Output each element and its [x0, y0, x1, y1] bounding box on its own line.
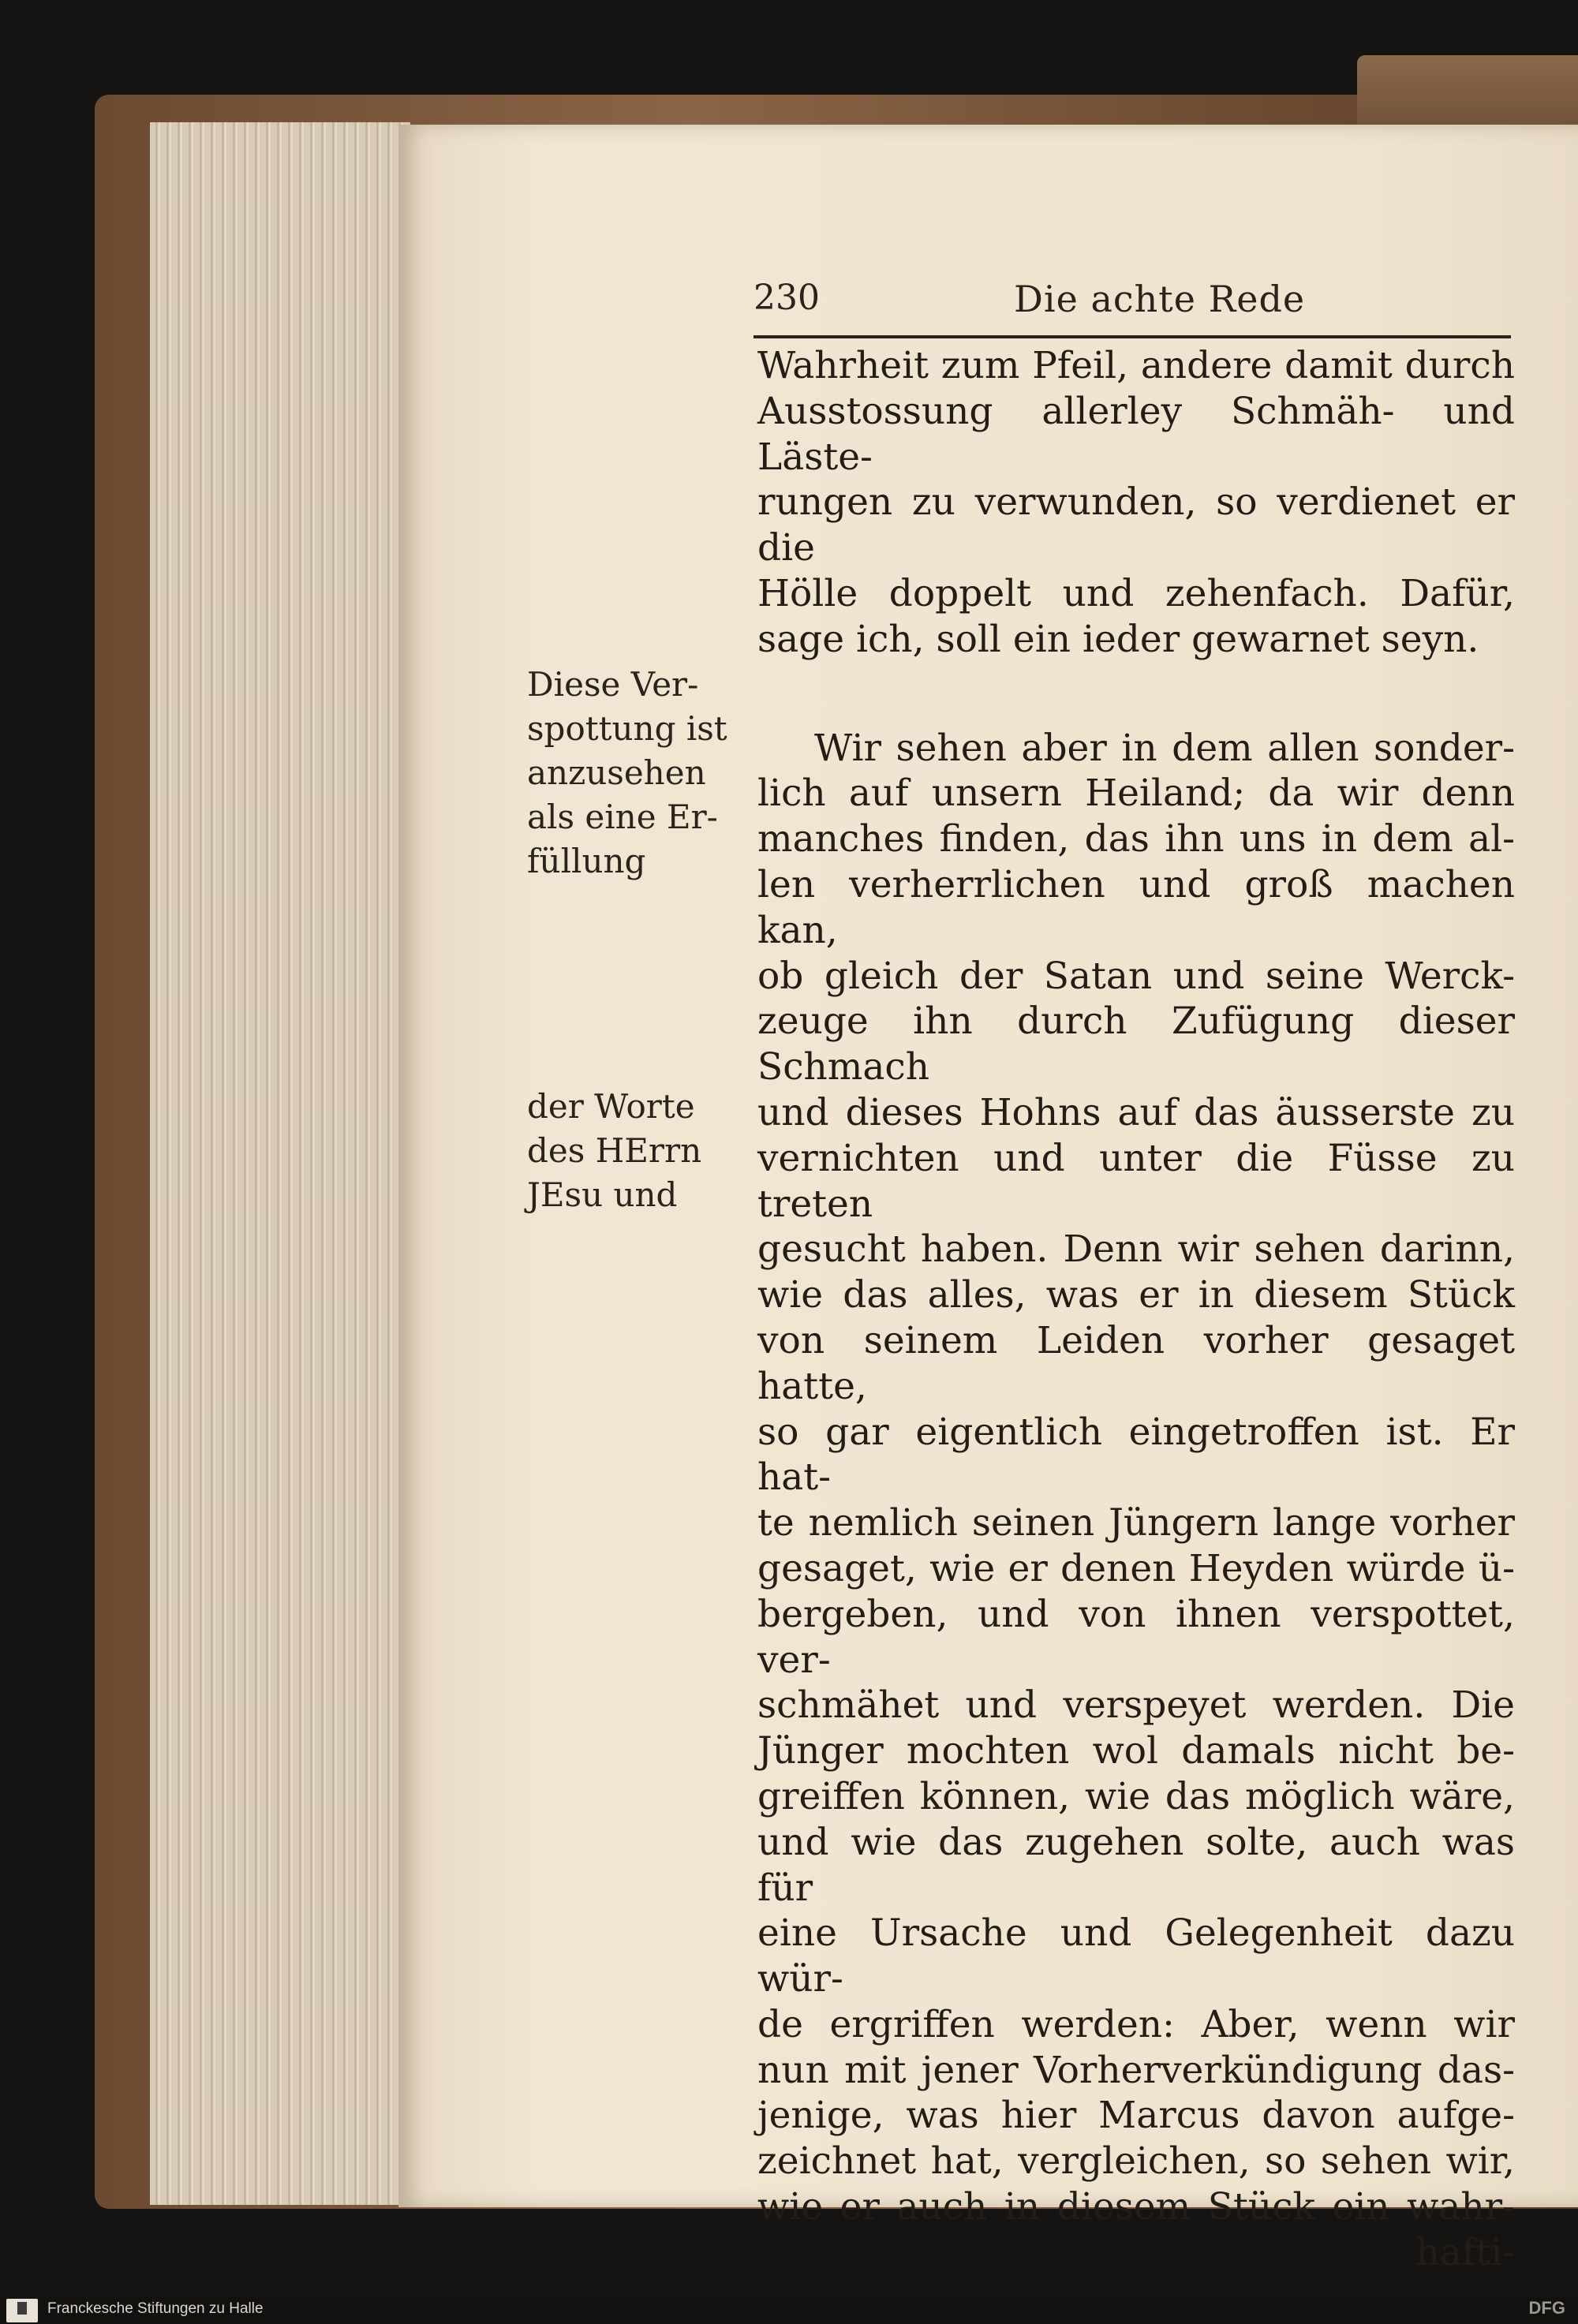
page-header [753, 278, 1519, 333]
text-line: gesaget, wie er denen Heyden würde ü- [757, 1546, 1515, 1590]
text-line: vernichten und unter die Füsse zu treten [757, 1136, 1515, 1226]
text-line: jenige, was hier Marcus davon aufge- [757, 2094, 1515, 2138]
main-text [757, 343, 1515, 2276]
marginal-line: Diese Ver- [527, 665, 699, 704]
marginal-line: als eine Er- [527, 798, 718, 836]
text-line: len verherrlichen und groß machen kan, [757, 862, 1515, 952]
text-line: so gar eigentlich eingetroffen ist. Er hat- [757, 1410, 1515, 1500]
marginal-line: anzusehen [527, 753, 706, 792]
text-line: Ausstossung allerley Schmäh- und Läste- [757, 389, 1515, 479]
funder-logo: DFG [1528, 2298, 1565, 2318]
text-line: eine Ursache und Gelegenheit dazu wür- [757, 1911, 1515, 2001]
text-line: schmähet und verspeyet werden. Die [757, 1683, 1515, 1728]
running-title: Die achte Rede [1014, 278, 1306, 320]
text-line: und wie das zugehen solte, auch was für [757, 1820, 1515, 1910]
header-rule [753, 335, 1511, 338]
text-line: zeichnet hat, vergleichen, so sehen wir, [757, 2139, 1515, 2184]
text-line: sage ich, soll ein ieder gewarnet seyn. [757, 617, 1479, 661]
catchword: hafti- [1415, 2230, 1515, 2274]
text-line: manches finden, das ihn uns in dem al- [757, 817, 1515, 861]
text-line: gesucht haben. Denn wir sehen darinn, [757, 1227, 1515, 1272]
text-line: de ergriffen werden: Aber, wenn wir [757, 2002, 1515, 2046]
text-line: nun mit jener Vorherverkündigung das- [757, 2048, 1515, 2092]
text-line: von seinem Leiden vorher gesaget hatte, [757, 1318, 1515, 1408]
page-edges [150, 122, 410, 2205]
text-line: greiffen können, wie das möglich wäre, [757, 1774, 1515, 1818]
marginal-line: füllung [527, 842, 646, 880]
text-line: rungen zu verwunden, so verdienet er die [757, 480, 1515, 570]
marginal-line: des HErrn [527, 1131, 702, 1170]
text-line: wie er auch in diesem Stück ein wahr- [757, 2185, 1515, 2229]
text-line: te nemlich seinen Jüngern lange vorher [757, 1501, 1515, 1545]
page-number: 230 [753, 278, 820, 318]
paragraph-gap [757, 663, 1515, 726]
marginal-line: JEsu und [527, 1175, 678, 1214]
marginal-line: der Worte [527, 1087, 695, 1126]
text-line: Jünger mochten wol damals nicht be- [757, 1729, 1515, 1773]
text-line: ob gleich der Satan und seine Werck- [757, 954, 1515, 998]
text-line: zeuge ihn durch Zufügung dieser Schmach [757, 999, 1515, 1089]
text-line: wie das alles, was er in diesem Stück [757, 1273, 1515, 1317]
institution-logo-icon [6, 2299, 38, 2322]
text-line: lich auf unsern Heiland; da wir denn [757, 772, 1515, 816]
marginal-note [527, 1085, 740, 1217]
text-line: Wir sehen aber in dem allen sonder- [814, 726, 1515, 770]
institution-name: Franckesche Stiftungen zu Halle [47, 2300, 264, 2317]
text-line: bergeben, und von ihnen verspottet, ver- [757, 1592, 1515, 1682]
marginal-line: spottung ist [527, 709, 727, 748]
text-line: Wahrheit zum Pfeil, andere damit durch [757, 344, 1515, 387]
text-line: und dieses Hohns auf das äusserste zu [757, 1090, 1515, 1134]
marginal-note [527, 663, 740, 884]
text-line: Hölle doppelt und zehenfach. Dafür, [757, 571, 1515, 615]
